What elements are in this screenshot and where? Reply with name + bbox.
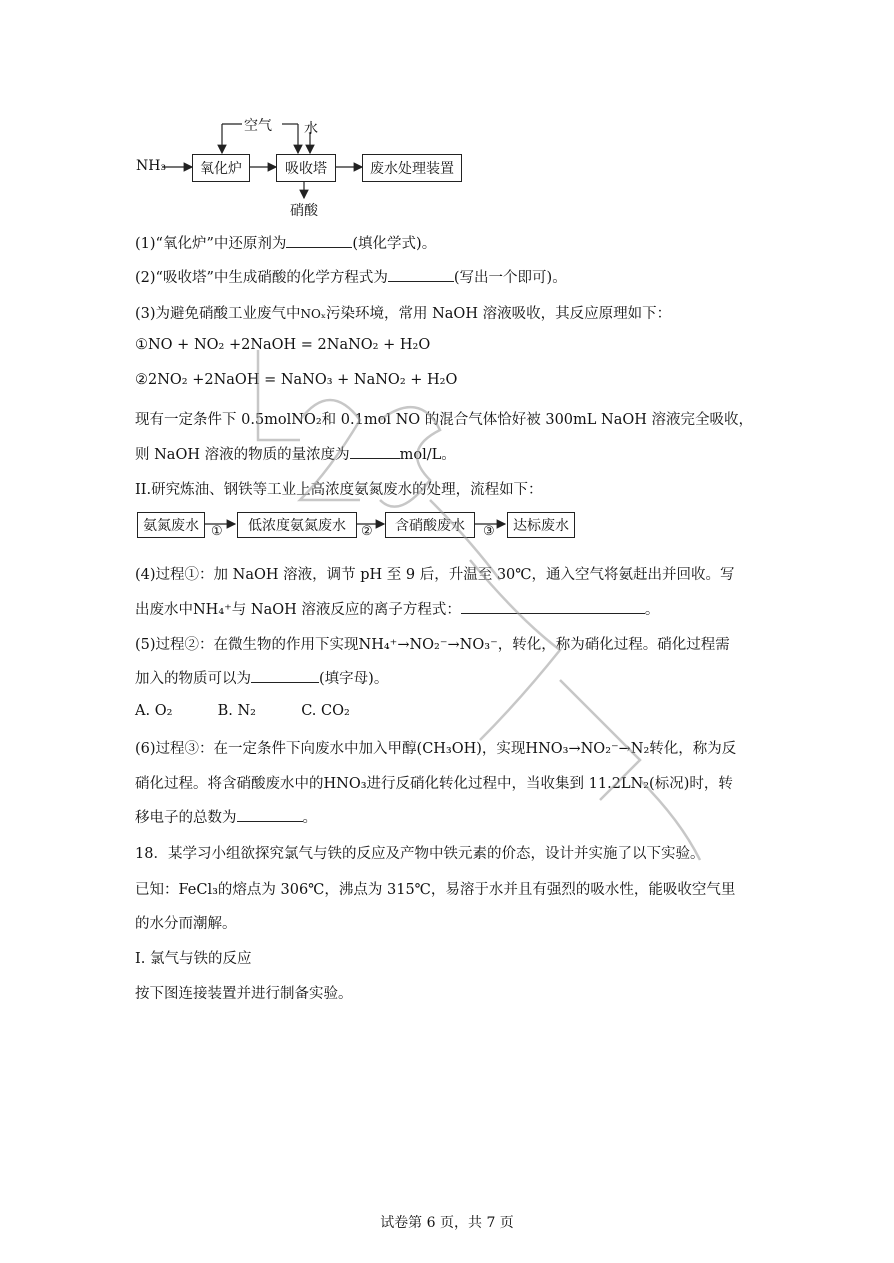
known-info-1: 已知：FeCl₃的熔点为 306℃，沸点为 315℃，易溶于水并且有强烈的吸水性，能吸收空气里	[135, 882, 736, 898]
q5b-text: 加入的物质可以为	[135, 671, 251, 687]
question-4-cont	[135, 598, 659, 619]
step-1-label: ①	[211, 524, 223, 539]
q2-answer-blank[interactable]	[388, 267, 454, 282]
question-18: 18．某学习小组欲探究氯气与铁的反应及产物中铁元素的价态，设计并实施了以下实验。	[135, 846, 705, 862]
q3-text: (3)为避免硝酸工业废气中	[135, 306, 301, 322]
question-2	[135, 266, 567, 287]
option-a[interactable]: A. O₂	[135, 703, 173, 719]
q3c-text: 则 NaOH 溶液的物质的量浓度为	[135, 447, 350, 463]
absorption-tower-box: 吸收塔	[276, 154, 336, 182]
equation-2: ②2NO₂ +2NaOH = NaNO₃ + NaNO₂ + H₂O	[135, 372, 458, 388]
oxidation-furnace-box: 氧化炉	[192, 154, 250, 182]
question-1	[135, 232, 436, 253]
option-c[interactable]: C. CO₂	[301, 703, 350, 719]
water-label: 水	[304, 121, 318, 137]
ammonia-wastewater-box: 氨氮废水	[137, 512, 205, 538]
q3-answer-blank[interactable]	[350, 444, 400, 459]
q1-suffix: (填化学式)。	[352, 236, 437, 252]
q1-text: (1)“氧化炉”中还原剂为	[135, 236, 287, 252]
question-5-cont	[135, 667, 388, 688]
question-4: (4)过程①：加 NaOH 溶液，调节 pH 至 9 后，升温至 30℃，通入空气将氨赶出并回收。写	[135, 567, 735, 583]
q2-text: (2)“吸收塔”中生成硝酸的化学方程式为	[135, 270, 388, 286]
question-5-options	[135, 703, 350, 719]
q4b-suffix: 。	[644, 602, 660, 618]
q6-answer-blank[interactable]	[237, 807, 303, 822]
air-label: 空气	[244, 118, 272, 134]
q4-answer-blank[interactable]	[461, 599, 645, 614]
wastewater-treatment-box: 废水处理装置	[362, 154, 462, 182]
step-2-label: ②	[361, 524, 373, 539]
q1-answer-blank[interactable]	[286, 233, 352, 248]
process-flow-diagram	[130, 112, 470, 222]
nh3-input-label: NH₃	[136, 158, 167, 174]
q4b-text: 出废水中NH₄⁺与 NaOH 溶液反应的离子方程式：	[135, 602, 461, 618]
compliant-wastewater-box: 达标废水	[507, 512, 575, 538]
q3c-unit: mol/L。	[399, 447, 456, 463]
q6c-suffix: 。	[302, 810, 317, 826]
nitric-acid-label: 硝酸	[290, 203, 318, 219]
question-3	[135, 302, 671, 323]
option-b[interactable]: B. N₂	[217, 703, 256, 719]
question-6: (6)过程③：在一定条件下向废水中加入甲醇(CH₃OH)，实现HNO₃→NO₂⁻→N₂转化，称为反	[135, 741, 737, 757]
q5b-suffix: (填字母)。	[319, 671, 389, 687]
low-ammonia-wastewater-box: 低浓度氨氮废水	[237, 512, 357, 538]
question-3-condition: 现有一定条件下 0.5molNO₂和 0.1mol NO 的混合气体恰好被 300mL NaOH 溶液完全吸收，	[135, 412, 753, 428]
part-1-heading: I. 氯气与铁的反应	[135, 951, 252, 967]
page-footer: 试卷第 6 页，共 7 页	[380, 1215, 514, 1231]
question-6-cont2	[135, 806, 317, 827]
ammonia-wastewater-flow	[135, 508, 585, 548]
q6c-text: 移电子的总数为	[135, 810, 237, 826]
q5-answer-blank[interactable]	[251, 668, 319, 683]
nox-formula: NOₓ	[300, 307, 326, 321]
question-3-ask	[135, 443, 456, 464]
step-3-label: ③	[483, 524, 495, 539]
q3-text-2: 污染环境，常用 NaOH 溶液吸收，其反应原理如下：	[325, 306, 672, 322]
question-6-cont: 硝化过程。将含硝酸废水中的HNO₃进行反硝化转化过程中，当收集到 11.2LN₂(标况)时，转	[135, 776, 733, 792]
equation-1: ①NO + NO₂ +2NaOH = 2NaNO₂ + H₂O	[135, 337, 431, 353]
part-2-heading: II.研究炼油、钢铁等工业上高浓度氨氮废水的处理，流程如下：	[135, 482, 543, 498]
known-info-2: 的水分而潮解。	[135, 916, 237, 932]
instruction-text: 按下图连接装置并进行制备实验。	[135, 986, 353, 1002]
question-5: (5)过程②：在微生物的作用下实现NH₄⁺→NO₂⁻→NO₃⁻，转化，称为硝化过程。硝化过程需	[135, 637, 730, 653]
q2-suffix: (写出一个即可)。	[453, 270, 567, 286]
nitrate-wastewater-box: 含硝酸废水	[385, 512, 475, 538]
